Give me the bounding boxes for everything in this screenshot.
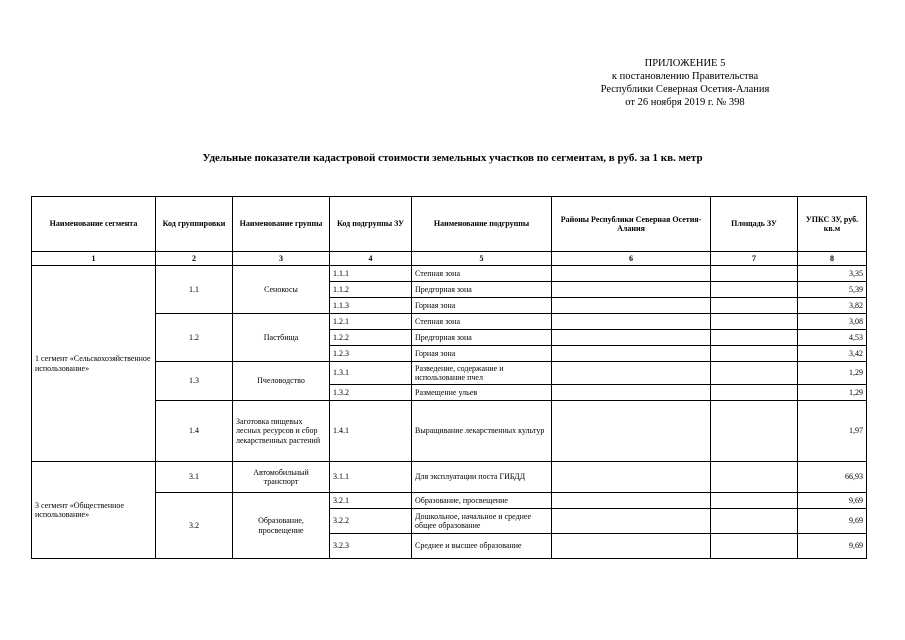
district-cell	[552, 462, 711, 493]
area-cell	[711, 314, 798, 330]
area-cell	[711, 282, 798, 298]
district-cell	[552, 266, 711, 282]
document-header	[535, 57, 835, 109]
group-code: 3.1	[156, 462, 233, 493]
upks-value: 4,53	[798, 330, 867, 346]
group-name: Пастбища	[233, 314, 330, 362]
upks-value: 1,29	[798, 362, 867, 385]
subgroup-code: 3.2.3	[330, 534, 412, 559]
header-line-3: Республики Северная Осетия-Алания	[600, 84, 770, 95]
area-cell	[711, 534, 798, 559]
district-cell	[552, 493, 711, 509]
district-cell	[552, 330, 711, 346]
subgroup-code: 1.2.1	[330, 314, 412, 330]
column-number-row	[32, 252, 867, 266]
subgroup-code: 1.3.1	[330, 362, 412, 385]
column-number: 3	[233, 252, 330, 266]
district-cell	[552, 314, 711, 330]
area-cell	[711, 462, 798, 493]
subgroup-name: Размещение ульев	[412, 385, 552, 401]
segment-name: 1 сегмент «Сельскохозяйственное использование»	[32, 266, 156, 462]
district-cell	[552, 362, 711, 385]
column-number: 5	[412, 252, 552, 266]
subgroup-name: Для эксплуатации поста ГИБДД	[412, 462, 552, 493]
upks-value: 9,69	[798, 534, 867, 559]
group-name: Автомобильный транспорт	[233, 462, 330, 493]
table-row	[32, 266, 867, 282]
district-cell	[552, 385, 711, 401]
column-number: 7	[711, 252, 798, 266]
subgroup-code: 1.4.1	[330, 401, 412, 462]
area-cell	[711, 493, 798, 509]
subgroup-code: 1.2.3	[330, 346, 412, 362]
header-districts: Районы Республики Северная Осетия-Алания	[552, 197, 711, 252]
group-name: Образование, просвещение	[233, 493, 330, 559]
table-row	[32, 314, 867, 330]
upks-value: 9,69	[798, 493, 867, 509]
area-cell	[711, 401, 798, 462]
group-code: 1.2	[156, 314, 233, 362]
area-cell	[711, 385, 798, 401]
district-cell	[552, 401, 711, 462]
upks-value: 3,08	[798, 314, 867, 330]
district-cell	[552, 298, 711, 314]
upks-value: 9,69	[798, 509, 867, 534]
upks-value: 1,29	[798, 385, 867, 401]
upks-value: 5,39	[798, 282, 867, 298]
upks-value: 3,82	[798, 298, 867, 314]
upks-value: 66,93	[798, 462, 867, 493]
subgroup-code: 1.1.2	[330, 282, 412, 298]
upks-value: 3,42	[798, 346, 867, 362]
header-line-2: к постановлению Правительства	[611, 71, 759, 82]
group-code: 1.4	[156, 401, 233, 462]
subgroup-name: Горная зона	[412, 346, 552, 362]
group-name: Заготовка пищевых лесных ресурсов и сбор лекарственных растений	[233, 401, 330, 462]
column-number: 8	[798, 252, 867, 266]
subgroup-code: 1.1.1	[330, 266, 412, 282]
header-group-name: Наименование группы	[233, 197, 330, 252]
group-code: 1.3	[156, 362, 233, 401]
header-area: Площадь ЗУ	[711, 197, 798, 252]
cadastral-value-table	[31, 196, 867, 559]
column-number: 6	[552, 252, 711, 266]
subgroup-name: Разведение, содержание и использование пчел	[412, 362, 552, 385]
subgroup-code: 1.2.2	[330, 330, 412, 346]
subgroup-code: 1.1.3	[330, 298, 412, 314]
subgroup-code: 3.1.1	[330, 462, 412, 493]
table-row	[32, 493, 867, 509]
header-subgroup-code: Код подгруппы ЗУ	[330, 197, 412, 252]
subgroup-name: Степная зона	[412, 314, 552, 330]
header-subgroup-name: Наименование подгруппы	[412, 197, 552, 252]
subgroup-code: 3.2.2	[330, 509, 412, 534]
subgroup-code: 1.3.2	[330, 385, 412, 401]
district-cell	[552, 534, 711, 559]
district-cell	[552, 509, 711, 534]
header-upks-value: УПКС ЗУ, руб. кв.м	[798, 197, 867, 252]
group-code: 3.2	[156, 493, 233, 559]
group-name: Пчеловодство	[233, 362, 330, 401]
segment-name: 3 сегмент «Общественное использование»	[32, 462, 156, 559]
column-number: 1	[32, 252, 156, 266]
subgroup-name: Предгорная зона	[412, 330, 552, 346]
area-cell	[711, 266, 798, 282]
header-segment-name: Наименование сегмента	[32, 197, 156, 252]
column-number: 2	[156, 252, 233, 266]
column-number: 4	[330, 252, 412, 266]
subgroup-name: Среднее и высшее образование	[412, 534, 552, 559]
area-cell	[711, 362, 798, 385]
group-code: 1.1	[156, 266, 233, 314]
area-cell	[711, 330, 798, 346]
subgroup-name: Степная зона	[412, 266, 552, 282]
appendix-label: ПРИЛОЖЕНИЕ 5	[644, 58, 726, 69]
upks-value: 1,97	[798, 401, 867, 462]
district-cell	[552, 346, 711, 362]
table-row	[32, 462, 867, 493]
document-title: Удельные показатели кадастровой стоимости земельных участков по сегментам, в руб. за 1 кв. метр	[202, 152, 703, 164]
subgroup-name: Дошкольное, начальное и среднее общее образование	[412, 509, 552, 534]
subgroup-name: Предгорная зона	[412, 282, 552, 298]
area-cell	[711, 509, 798, 534]
subgroup-code: 3.2.1	[330, 493, 412, 509]
subgroup-name: Горная зона	[412, 298, 552, 314]
header-line-4: от 26 ноября 2019 г. № 398	[625, 97, 745, 108]
area-cell	[711, 346, 798, 362]
subgroup-name: Образование, просвещение	[412, 493, 552, 509]
table-row	[32, 362, 867, 385]
group-name: Сенокосы	[233, 266, 330, 314]
district-cell	[552, 282, 711, 298]
header-group-code: Код группировки	[156, 197, 233, 252]
subgroup-name: Выращивание лекарственных культур	[412, 401, 552, 462]
upks-value: 3,35	[798, 266, 867, 282]
area-cell	[711, 298, 798, 314]
